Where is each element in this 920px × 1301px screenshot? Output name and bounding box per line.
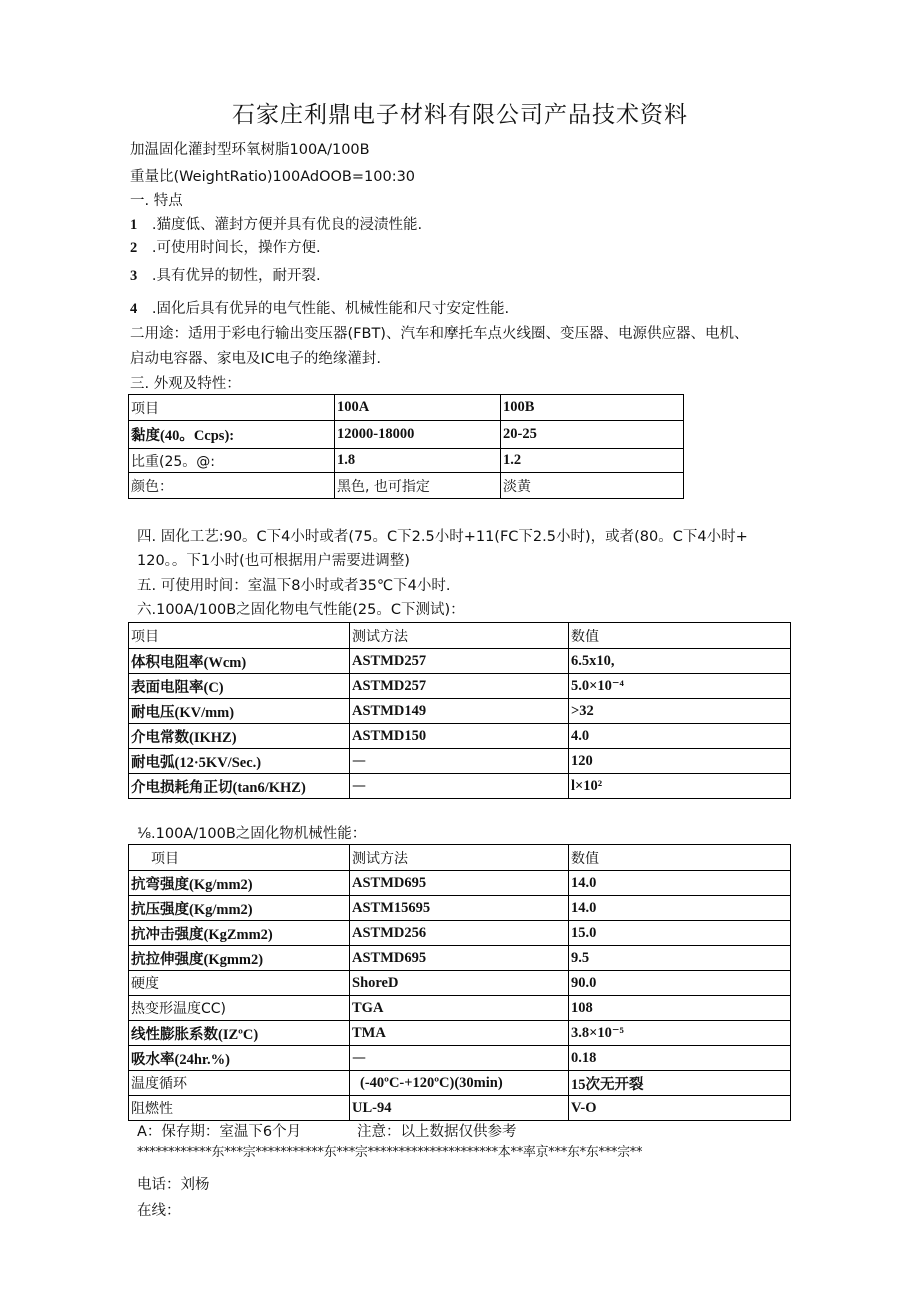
table-cell: ASTMD695 xyxy=(350,946,569,971)
feature-number: 1 xyxy=(130,217,138,233)
table-header-row xyxy=(129,395,684,421)
table-cell: 线性膨胀系数(IZºC) xyxy=(129,1021,350,1046)
table-cell: 抗拉伸强度(Kgmm2) xyxy=(129,946,350,971)
feature-number: 2 xyxy=(130,240,138,256)
table-cell: 108 xyxy=(569,996,791,1021)
table-row xyxy=(129,1071,791,1096)
mechanical-heading: ⅛.100A/100B之固化物机械性能： xyxy=(137,826,367,842)
table-cell: — xyxy=(350,1046,569,1071)
feature-text: .具有优异的韧性，耐开裂. xyxy=(151,268,321,284)
feature-text: .猫度低、灌封方便并具有优良的浸渍性能. xyxy=(151,217,423,233)
table-cell: 0.18 xyxy=(569,1046,791,1071)
table-row xyxy=(129,774,791,799)
section-appearance-heading: 三. 外观及特性： xyxy=(130,376,241,392)
cure-process-line-1: 四. 固化工艺:90。C下4小时或者(75。C下2.5小时+11(FC下2.5小时)，或者(80。C下4小时+ xyxy=(137,529,748,545)
page-title: 石家庄利鼎电子材料有限公司产品技术资料 xyxy=(232,102,688,128)
table-cell: 抗压强度(Kg/mm2) xyxy=(129,896,350,921)
table-cell: ASTMD257 xyxy=(350,674,569,699)
table-cell: 12000-18000 xyxy=(335,421,501,449)
mechanical-table xyxy=(128,844,791,1121)
table-header-cell: 100B xyxy=(501,395,684,421)
table-row xyxy=(129,1046,791,1071)
table-cell: 表面电阻率(C) xyxy=(129,674,350,699)
table-cell: 5.0×10⁻⁴ xyxy=(569,674,791,699)
feature-number: 4 xyxy=(130,301,138,317)
table-cell: 温度循环 xyxy=(129,1071,350,1096)
table-cell: 黏度(40。Ccps): xyxy=(129,421,335,449)
table-header-row xyxy=(129,623,791,649)
table-cell: >32 xyxy=(569,699,791,724)
table-header-cell: 项目 xyxy=(129,845,350,871)
table-cell: 15次无开裂 xyxy=(569,1071,791,1096)
table-row xyxy=(129,971,791,996)
table-cell: 耐电压(KV/mm) xyxy=(129,699,350,724)
table-cell: ASTMD257 xyxy=(350,649,569,674)
table-cell: 9.5 xyxy=(569,946,791,971)
usage-line-2: 启动电容器、家电及IC电子的绝缘灌封. xyxy=(130,351,382,367)
electrical-table xyxy=(128,622,791,799)
table-row xyxy=(129,449,684,473)
feature-item xyxy=(130,236,321,257)
table-row xyxy=(129,996,791,1021)
table-row xyxy=(129,724,791,749)
table-cell: 介电损耗角正切(tan6/KHZ) xyxy=(129,774,350,799)
table-cell: 90.0 xyxy=(569,971,791,996)
table-cell: 120 xyxy=(569,749,791,774)
table-row xyxy=(129,871,791,896)
contact-phone: 电话：刘杨 xyxy=(137,1177,210,1193)
table-header-row xyxy=(129,845,791,871)
table-cell: ShoreD xyxy=(350,971,569,996)
table-cell: 20-25 xyxy=(501,421,684,449)
table-row xyxy=(129,473,684,499)
table-row xyxy=(129,699,791,724)
table-cell: — xyxy=(350,749,569,774)
usage-line-1: 二用途：适用于彩电行输出变压器(FBT)、汽车和摩托车点火线圈、变压器、电源供应器、电机、 xyxy=(130,326,749,342)
table-cell: TMA xyxy=(350,1021,569,1046)
table-cell: 比重(25。@: xyxy=(129,449,335,473)
table-cell: 3.8×10⁻⁵ xyxy=(569,1021,791,1046)
table-row xyxy=(129,1021,791,1046)
table-header-cell: 项目 xyxy=(129,395,335,421)
contact-online: 在线： xyxy=(137,1203,181,1219)
table-cell: 介电常数(IKHZ) xyxy=(129,724,350,749)
table-row xyxy=(129,749,791,774)
table-cell: 硬度 xyxy=(129,971,350,996)
table-row xyxy=(129,921,791,946)
table-header-cell: 测试方法 xyxy=(350,623,569,649)
table-header-cell: 数值 xyxy=(569,845,791,871)
table-cell: 1.2 xyxy=(501,449,684,473)
table-cell: ASTMD149 xyxy=(350,699,569,724)
table-cell: UL-94 xyxy=(350,1096,569,1121)
table-cell: 阻燃性 xyxy=(129,1096,350,1121)
table-cell: 14.0 xyxy=(569,896,791,921)
table-header-cell: 100A xyxy=(335,395,501,421)
table-cell: 颜色： xyxy=(129,473,335,499)
table-cell: 抗冲击强度(KgZmm2) xyxy=(129,921,350,946)
pot-life: 五. 可使用时间：室温下8小时或者35℃下4小时. xyxy=(137,578,451,594)
table-cell: ASTMD150 xyxy=(350,724,569,749)
electrical-heading: 六.100A/100B之固化物电气性能(25。C下测试)： xyxy=(137,602,465,618)
table-row xyxy=(129,649,791,674)
table-cell: 体积电阻率(Wcm) xyxy=(129,649,350,674)
table-cell: 14.0 xyxy=(569,871,791,896)
table-cell: l×10² xyxy=(569,774,791,799)
weight-ratio: 重量比(WeightRatio)100AdOOB=100:30 xyxy=(130,169,416,185)
feature-item xyxy=(130,213,422,234)
table-cell: 1.8 xyxy=(335,449,501,473)
table-cell: (-40ºC-+120ºC)(30min) xyxy=(350,1071,569,1096)
storage-note: A：保存期：室温下6个月 xyxy=(137,1124,302,1140)
table-cell: ASTMD256 xyxy=(350,921,569,946)
data-notice: 注意：以上数据仅供参考 xyxy=(357,1124,517,1140)
feature-number: 3 xyxy=(130,268,138,284)
table-header-cell: 项目 xyxy=(129,623,350,649)
table-cell: ASTMD695 xyxy=(350,871,569,896)
feature-item xyxy=(130,264,321,285)
table-row xyxy=(129,421,684,449)
table-cell: 4.0 xyxy=(569,724,791,749)
table-cell: 热变形温度CC) xyxy=(129,996,350,1021)
table-cell: ASTM15695 xyxy=(350,896,569,921)
table-cell: 淡黄 xyxy=(501,473,684,499)
table-cell: — xyxy=(350,774,569,799)
separator-stars: ************东***宗***********东***宗*********************本**率京***东*东***宗** xyxy=(137,1145,643,1160)
table-header-cell: 测试方法 xyxy=(350,845,569,871)
table-cell: 15.0 xyxy=(569,921,791,946)
table-cell: 抗弯强度(Kg/mm2) xyxy=(129,871,350,896)
table-row xyxy=(129,1096,791,1121)
feature-text: .可使用时间长，操作方便. xyxy=(151,240,321,256)
product-name: 加温固化灌封型环氧树脂100A/100B xyxy=(130,142,370,158)
feature-item xyxy=(130,297,509,318)
table-row xyxy=(129,946,791,971)
table-cell: 黑色, 也可指定 xyxy=(335,473,501,499)
table-cell: 吸水率(24hr.%) xyxy=(129,1046,350,1071)
table-header-cell: 数值 xyxy=(569,623,791,649)
table-cell: TGA xyxy=(350,996,569,1021)
cure-process-line-2: 120。。下1小时(也可根据用户需要进调整) xyxy=(137,553,410,569)
feature-text: .固化后具有优异的电气性能、机械性能和尺寸安定性能. xyxy=(151,301,510,317)
section-features-heading: 一. 特点 xyxy=(130,193,183,209)
table-cell: 6.5x10, xyxy=(569,649,791,674)
table-cell: 耐电弧(12·5KV/Sec.) xyxy=(129,749,350,774)
table-row xyxy=(129,896,791,921)
appearance-table xyxy=(128,394,684,499)
table-cell: V-O xyxy=(569,1096,791,1121)
table-row xyxy=(129,674,791,699)
